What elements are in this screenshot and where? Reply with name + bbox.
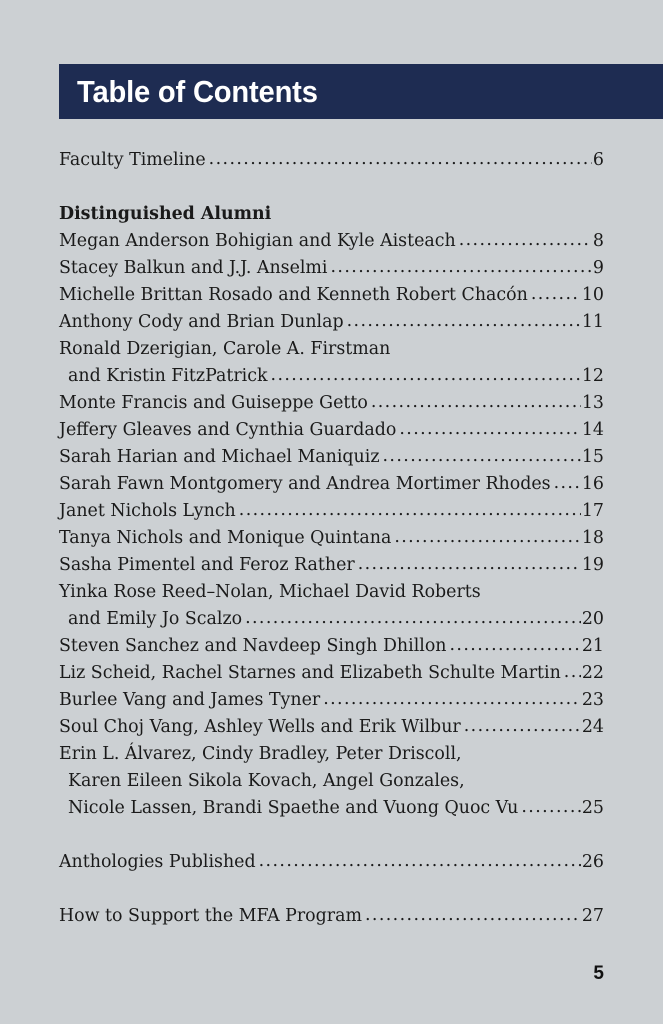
toc-section-heading	[59, 201, 604, 228]
toc-entry-page-number: 19	[581, 555, 604, 575]
dot-leader	[554, 470, 581, 497]
toc-entry[interactable]	[59, 849, 604, 876]
toc-entry-page-number: 6	[592, 150, 604, 170]
toc-entry[interactable]	[59, 552, 604, 579]
toc-entry-page-number: 10	[581, 285, 604, 305]
toc-entry-page-number: 8	[592, 231, 604, 251]
toc-entry-page-number: 14	[581, 420, 604, 440]
toc-entry[interactable]	[59, 471, 604, 498]
toc-entry-page-number: 24	[581, 717, 604, 737]
dot-leader	[330, 254, 591, 281]
toc-entry[interactable]	[59, 147, 604, 174]
toc-entry-label: Michelle Brittan Rosado and Kenneth Robert Chacón	[59, 285, 528, 305]
toc-entry-label: Sarah Harian and Michael Maniquiz	[59, 447, 380, 467]
toc-entry-label: Yinka Rose Reed–Nolan, Michael David Roberts	[59, 582, 481, 602]
toc-entry-row	[59, 228, 604, 255]
dot-leader	[323, 686, 581, 713]
toc-entry[interactable]	[59, 336, 604, 363]
toc-entry-label: Sarah Fawn Montgomery and Andrea Mortimer Rhodes	[59, 474, 551, 494]
dot-leader	[209, 146, 592, 173]
dot-leader	[464, 713, 581, 740]
dot-leader	[399, 416, 581, 443]
toc-entry-row	[68, 795, 604, 822]
toc-entry-label: Nicole Lassen, Brandi Spaethe and Vuong Quoc Vu	[68, 798, 519, 818]
toc-entry[interactable]	[59, 795, 604, 822]
toc-entry-row	[59, 444, 604, 471]
toc-entry-page-number: 27	[581, 906, 604, 926]
toc-entry[interactable]	[59, 444, 604, 471]
toc-entry[interactable]	[59, 363, 604, 390]
toc-section-heading-label: Distinguished Alumni	[59, 204, 272, 224]
toc-entry-row	[59, 849, 604, 876]
dot-leader	[245, 605, 581, 632]
toc-entry-page-number: 13	[581, 393, 604, 413]
dot-leader	[271, 362, 581, 389]
toc-entry-label: Monte Francis and Guiseppe Getto	[59, 393, 368, 413]
toc-entry-page-number: 21	[581, 636, 604, 656]
toc-entry-page-number: 15	[581, 447, 604, 467]
toc-entry-label: Janet Nichols Lynch	[59, 501, 236, 521]
toc-entry-page-number: 22	[581, 663, 604, 683]
toc-entry-row	[59, 282, 604, 309]
toc-entry-row	[59, 552, 604, 579]
toc-entry-row	[59, 525, 604, 552]
toc-entry-row	[59, 255, 604, 282]
toc-entry-label: Liz Scheid, Rachel Starnes and Elizabeth Schulte Martin	[59, 663, 561, 683]
toc-entry[interactable]	[59, 633, 604, 660]
toc-entry-page-number: 9	[592, 258, 604, 278]
toc-entry-label: Ronald Dzerigian, Carole A. Firstman	[59, 339, 391, 359]
toc-entry-label: How to Support the MFA Program	[59, 906, 362, 926]
dot-leader	[358, 551, 581, 578]
toc-entry[interactable]	[59, 660, 604, 687]
toc-entry[interactable]	[59, 498, 604, 525]
toc-entry-row	[59, 309, 604, 336]
toc-entry-page-number: 23	[581, 690, 604, 710]
toc-entry-page-number: 17	[581, 501, 604, 521]
dot-leader	[371, 389, 581, 416]
dot-leader	[347, 308, 581, 335]
toc-entry-page-number: 26	[581, 852, 604, 872]
dot-leader	[450, 632, 581, 659]
toc-entry-page-number: 18	[581, 528, 604, 548]
dot-leader	[239, 497, 581, 524]
toc-entry-label: Burlee Vang and James Tyner	[59, 690, 321, 710]
page-title: Table of Contents	[77, 73, 318, 109]
toc-entry[interactable]	[59, 903, 604, 930]
toc-entry[interactable]	[59, 228, 604, 255]
toc-entry-page-number: 12	[581, 366, 604, 386]
toc-entry-page-number: 11	[581, 312, 604, 332]
dot-leader	[394, 524, 581, 551]
toc-entry[interactable]	[59, 525, 604, 552]
dot-leader	[382, 443, 580, 470]
toc-entry-row	[59, 417, 604, 444]
toc-entry-label: Anthologies Published	[59, 852, 256, 872]
toc-entry-row	[59, 633, 604, 660]
toc-entry[interactable]	[59, 768, 604, 795]
toc-entry[interactable]	[59, 579, 604, 606]
toc-entry-label: Tanya Nichols and Monique Quintana	[59, 528, 392, 548]
table-of-contents-list	[59, 147, 604, 930]
toc-entry-row	[59, 903, 604, 930]
toc-entry-label: Jeffery Gleaves and Cynthia Guardado	[59, 420, 397, 440]
toc-entry-row	[59, 687, 604, 714]
dot-leader	[459, 227, 592, 254]
dot-leader	[259, 848, 581, 875]
toc-entry-page-number: 20	[581, 609, 604, 629]
toc-entry-row	[59, 498, 604, 525]
toc-entry[interactable]	[59, 282, 604, 309]
toc-entry[interactable]	[59, 606, 604, 633]
toc-entry-row	[59, 660, 604, 687]
toc-entry-label: Erin L. Álvarez, Cindy Bradley, Peter Driscoll,	[59, 744, 462, 764]
toc-entry-label: Karen Eileen Sikola Kovach, Angel Gonzales,	[68, 771, 465, 791]
toc-entry[interactable]	[59, 687, 604, 714]
toc-entry-row	[68, 606, 604, 633]
toc-entry-row	[59, 147, 604, 174]
toc-entry-label: Sasha Pimentel and Feroz Rather	[59, 555, 355, 575]
toc-entry[interactable]	[59, 741, 604, 768]
toc-entry[interactable]	[59, 390, 604, 417]
toc-entry-row	[68, 363, 604, 390]
toc-entry-label: and Kristin FitzPatrick	[68, 366, 268, 386]
dot-leader	[531, 281, 581, 308]
toc-entry-label: and Emily Jo Scalzo	[68, 609, 243, 629]
toc-entry[interactable]	[59, 309, 604, 336]
toc-entry-label: Stacey Balkun and J.J. Anselmi	[59, 258, 328, 278]
dot-leader	[521, 794, 581, 821]
dot-leader	[564, 659, 581, 686]
toc-entry-page-number: 25	[581, 798, 604, 818]
toc-entry[interactable]	[59, 714, 604, 741]
toc-entry-row	[59, 390, 604, 417]
toc-entry-row	[59, 714, 604, 741]
toc-entry[interactable]	[59, 417, 604, 444]
toc-entry[interactable]	[59, 255, 604, 282]
toc-entry-label: Faculty Timeline	[59, 150, 206, 170]
page-number-folio: 5	[593, 963, 604, 984]
dot-leader	[365, 902, 581, 929]
toc-entry-label: Steven Sanchez and Navdeep Singh Dhillon	[59, 636, 447, 656]
toc-entry-label: Soul Choj Vang, Ashley Wells and Erik Wilbur	[59, 717, 461, 737]
toc-entry-page-number: 16	[581, 474, 604, 494]
toc-entry-label: Anthony Cody and Brian Dunlap	[59, 312, 344, 332]
page-title-banner	[59, 64, 663, 119]
toc-entry-row	[59, 471, 604, 498]
toc-entry-label: Megan Anderson Bohigian and Kyle Aisteach	[59, 231, 456, 251]
